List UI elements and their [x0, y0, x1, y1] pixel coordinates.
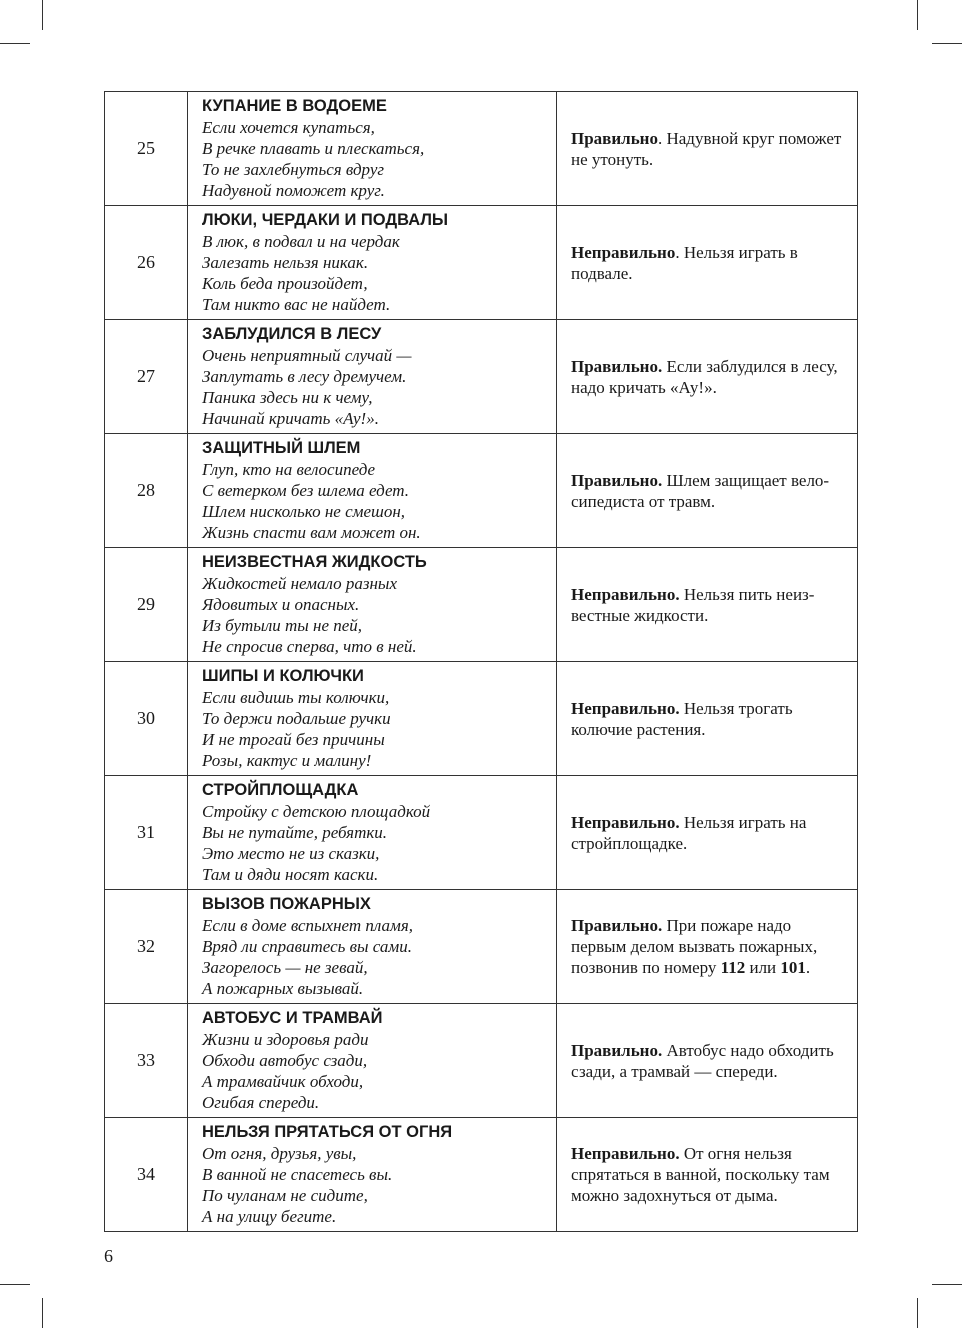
table-row [105, 548, 858, 662]
poem-line: Загорелось — не зевай, [202, 958, 368, 977]
poem-cell [188, 776, 557, 890]
poem-line: Коль беда произойдет, [202, 274, 368, 293]
answer-cell [557, 320, 858, 434]
row-number: 26 [105, 206, 188, 320]
crop-mark [42, 1298, 43, 1328]
poem-line: По чуланам не сидите, [202, 1186, 368, 1205]
poem-title: ЛЮКИ, ЧЕРДАКИ И ПОДВАЛЫ [202, 211, 449, 229]
poem-line: Если видишь ты колючки, [202, 688, 390, 707]
verdict: Неправильно. [571, 1144, 680, 1163]
row-number: 34 [105, 1118, 188, 1232]
answer-cell [557, 548, 858, 662]
poem-line: А трамвайчик обходи, [202, 1072, 364, 1091]
crop-mark [932, 1284, 962, 1285]
explanation: Нельзя трогать колючие растения. [571, 698, 793, 739]
poem-title: ЗАБЛУДИЛСЯ В ЛЕСУ [202, 325, 382, 343]
crop-mark [932, 43, 962, 44]
poem-title: ВЫЗОВ ПОЖАРНЫХ [202, 895, 371, 913]
explanation: . Нельзя играть в подвале. [571, 242, 798, 283]
poem-cell [188, 206, 557, 320]
verdict: Правильно [571, 128, 658, 148]
poem-title: НЕИЗВЕСТНАЯ ЖИДКОСТЬ [202, 553, 427, 571]
explanation: . Надувной круг поможет не утонуть. [571, 128, 842, 169]
table-row [105, 890, 858, 1004]
poem-line: Паника здесь ни к чему, [202, 388, 373, 407]
table-row [105, 662, 858, 776]
poem-line: С ветерком без шлема едет. [202, 481, 409, 500]
poem-cell [188, 320, 557, 434]
answer-cell [557, 434, 858, 548]
verdict: Неправильно. [571, 812, 680, 832]
poem-line: Залезать нельзя никак. [202, 253, 369, 272]
answer-cell [557, 1004, 858, 1118]
poem-line: Это место не из сказки, [202, 844, 380, 863]
poem-line: То держи подальше ручки [202, 709, 391, 728]
poem-cell [188, 434, 557, 548]
explanation: От огня нельзя спрятаться в ванной, поскольку там можно задохнуться от дыма. [571, 1144, 830, 1205]
row-number: 30 [105, 662, 188, 776]
table-row [105, 1004, 858, 1118]
verdict: Неправильно. [571, 698, 680, 718]
poem-line: Если в доме вспыхнет пламя, [202, 916, 413, 935]
poem-line: Надувной поможет круг. [202, 181, 385, 200]
explanation: Нельзя пить неиз-вестные жидкости. [571, 584, 815, 625]
poem-line: Заплутать в лесу дремучем. [202, 367, 407, 386]
poem-line: Из бутыли ты не пей, [202, 616, 363, 635]
poem-line: А пожарных вызывай. [202, 979, 364, 998]
crop-mark [917, 0, 918, 30]
table-row [105, 1118, 858, 1232]
row-number: 28 [105, 434, 188, 548]
crop-mark [0, 1284, 30, 1285]
poem-line: От огня, друзья, увы, [202, 1144, 357, 1163]
table-row [105, 206, 858, 320]
poem-cell [188, 92, 557, 206]
poem-cell [188, 1118, 557, 1232]
period: . [805, 958, 811, 977]
poem-line: Обходи автобус сзади, [202, 1051, 368, 1070]
poem-title: СТРОЙПЛОЩАДКА [202, 781, 359, 799]
rules-table [104, 91, 858, 1232]
poem-line: Не спросив сперва, что в ней. [202, 637, 417, 656]
answer-cell [557, 890, 858, 1004]
poem-cell [188, 662, 557, 776]
poem-line: Огибая спереди. [202, 1093, 320, 1112]
page-number: 6 [104, 1246, 113, 1266]
crop-mark [0, 43, 30, 44]
row-number: 33 [105, 1004, 188, 1118]
poem-line: Стройку с детскою площадкой [202, 802, 431, 821]
table-row [105, 776, 858, 890]
poem-line: Жидкостей немало разных [202, 574, 397, 593]
poem-line: Шлем нисколько не смешон, [202, 502, 406, 521]
poem-line: В ванной не спасетесь вы. [202, 1165, 393, 1184]
crop-mark [917, 1298, 918, 1328]
row-number: 27 [105, 320, 188, 434]
crop-mark [42, 0, 43, 30]
explanation: Нельзя играть на стройплощадке. [571, 812, 807, 853]
poem-line: Начинай кричать «Ау!». [202, 409, 379, 428]
table-row [105, 92, 858, 206]
poem-line: В люк, в подвал и на чердак [202, 232, 400, 251]
poem-line: В речке плавать и плескаться, [202, 139, 425, 158]
poem-cell [188, 1004, 557, 1118]
poem-line: Очень неприятный случай — [202, 346, 412, 365]
poem-line: Вы не путайте, ребятки. [202, 823, 388, 842]
poem-title: АВТОБУС И ТРАМВАЙ [202, 1009, 383, 1027]
poem-line: Ядовитых и опасных. [202, 595, 360, 614]
poem-line: И не трогай без причины [202, 730, 385, 749]
verdict: Правильно. [571, 1040, 663, 1060]
poem-line: То не захлебнуться вдруг [202, 160, 385, 179]
poem-title: ШИПЫ И КОЛЮЧКИ [202, 667, 364, 685]
verdict: Неправильно. [571, 584, 680, 604]
answer-cell [557, 776, 858, 890]
answer-cell [557, 92, 858, 206]
poem-line: Жизнь спасти вам может он. [202, 523, 421, 542]
row-number: 31 [105, 776, 188, 890]
row-number: 32 [105, 890, 188, 1004]
row-number: 29 [105, 548, 188, 662]
poem-line: Если хочется купаться, [202, 118, 375, 137]
answer-cell [557, 206, 858, 320]
poem-title: НЕЛЬЗЯ ПРЯТАТЬСЯ ОТ ОГНЯ [202, 1123, 453, 1141]
poem-line: Жизни и здоровья ради [202, 1030, 369, 1049]
explanation: Автобус надо обходить сзади, а трамвай — спереди. [571, 1040, 834, 1081]
verdict: Правильно. [571, 470, 663, 490]
poem-line: Там никто вас не найдет. [202, 295, 391, 314]
conjunction: или [745, 958, 781, 977]
answer-cell [557, 662, 858, 776]
verdict: Правильно. [571, 356, 663, 376]
explanation: Если заблудился в лесу, надо кричать «Ау!». [571, 356, 838, 397]
poem-title: КУПАНИЕ В ВОДОЕМЕ [202, 97, 387, 115]
poem-line: А на улицу бегите. [202, 1207, 337, 1226]
poem-line: Глуп, кто на велосипеде [202, 460, 376, 479]
poem-title: ЗАЩИТНЫЙ ШЛЕМ [202, 439, 361, 457]
poem-cell [188, 548, 557, 662]
row-number: 25 [105, 92, 188, 206]
verdict: Правильно. [571, 916, 663, 935]
phone-number: 112 [720, 958, 746, 977]
poem-cell [188, 890, 557, 1004]
explanation: При пожаре надо первым делом вызвать пожарных, позвонив по номеру [571, 916, 818, 977]
poem-line: Там и дяди носят каски. [202, 865, 379, 884]
table-row [105, 434, 858, 548]
table-row [105, 320, 858, 434]
explanation: Шлем защищает вело-сипедиста от травм. [571, 470, 830, 511]
poem-line: Розы, кактус и малину! [202, 751, 372, 770]
verdict: Неправильно [571, 242, 676, 262]
answer-cell [557, 1118, 858, 1232]
phone-number: 101 [780, 958, 806, 977]
poem-line: Вряд ли справитесь вы сами. [202, 937, 412, 956]
